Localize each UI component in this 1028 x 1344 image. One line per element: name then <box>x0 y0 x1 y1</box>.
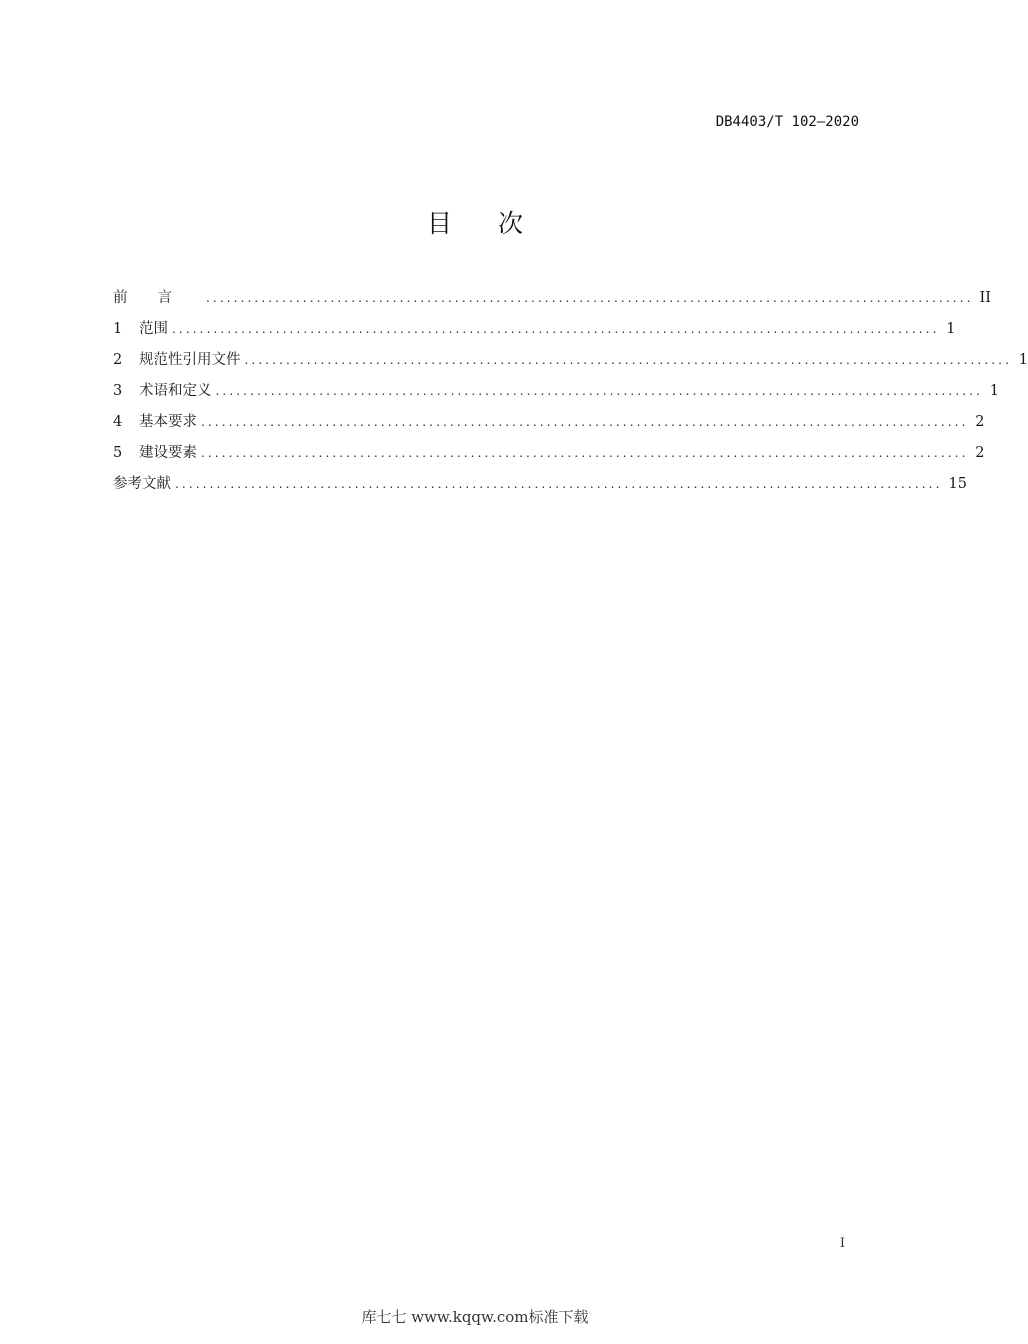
toc-entry-construction-elements[interactable] <box>113 441 985 472</box>
toc-leader-dots: ............................................................................................................... <box>175 477 943 491</box>
toc-entry-terms-definitions[interactable] <box>113 379 1000 410</box>
toc-entry-basic-requirements[interactable] <box>113 410 985 441</box>
toc-leader-dots: ............................................................................................................... <box>172 322 940 336</box>
toc-entry-page: 1 <box>946 321 956 337</box>
toc-leader-dots: ............................................................................................................... <box>244 353 1013 367</box>
toc-entry-page: 1 <box>989 383 1000 399</box>
toc-entry-number: 4 <box>113 414 123 430</box>
toc-entry-scope[interactable] <box>113 317 956 348</box>
toc-entry-number: 2 <box>113 352 123 368</box>
toc-leader-dots: ............................................................................................................... <box>215 384 984 398</box>
toc-entry-page: 15 <box>948 476 967 492</box>
toc-entry-page: II <box>979 290 991 306</box>
toc-leader-dots: ............................................................................................................... <box>206 291 974 305</box>
toc-entry-bibliography[interactable] <box>113 472 967 503</box>
toc-entry-label: 术语和定义 <box>139 383 212 399</box>
toc-entry-label: 建设要素 <box>139 445 197 461</box>
toc-entry-label: 前言 <box>113 290 202 306</box>
toc-entry-label: 基本要求 <box>139 414 197 430</box>
toc-entry-foreword[interactable] <box>113 286 991 317</box>
toc-entry-label: 范围 <box>139 321 168 337</box>
toc-entry-label: 规范性引用文件 <box>139 352 241 368</box>
toc-leader-dots: ............................................................................................................... <box>201 446 969 460</box>
toc-entry-label: 参考文献 <box>113 476 171 492</box>
toc-entry-number: 5 <box>113 445 123 461</box>
document-code: DB4403/T 102—2020 <box>715 114 859 130</box>
toc-entry-number: 1 <box>113 321 123 337</box>
toc-entry-number: 3 <box>113 383 123 399</box>
toc-entry-page: 2 <box>975 414 985 430</box>
toc-title: 目次 <box>426 209 569 238</box>
toc-entry-page: 2 <box>975 445 985 461</box>
toc-entry-normative-references[interactable] <box>113 348 1028 379</box>
watermark-text: 库七七 www.kqqw.com标准下载 <box>361 1308 589 1326</box>
page-number: I <box>839 1236 845 1251</box>
toc-list <box>113 286 1028 503</box>
toc-entry-page: 1 <box>1018 352 1028 368</box>
toc-leader-dots: ............................................................................................................... <box>201 415 969 429</box>
